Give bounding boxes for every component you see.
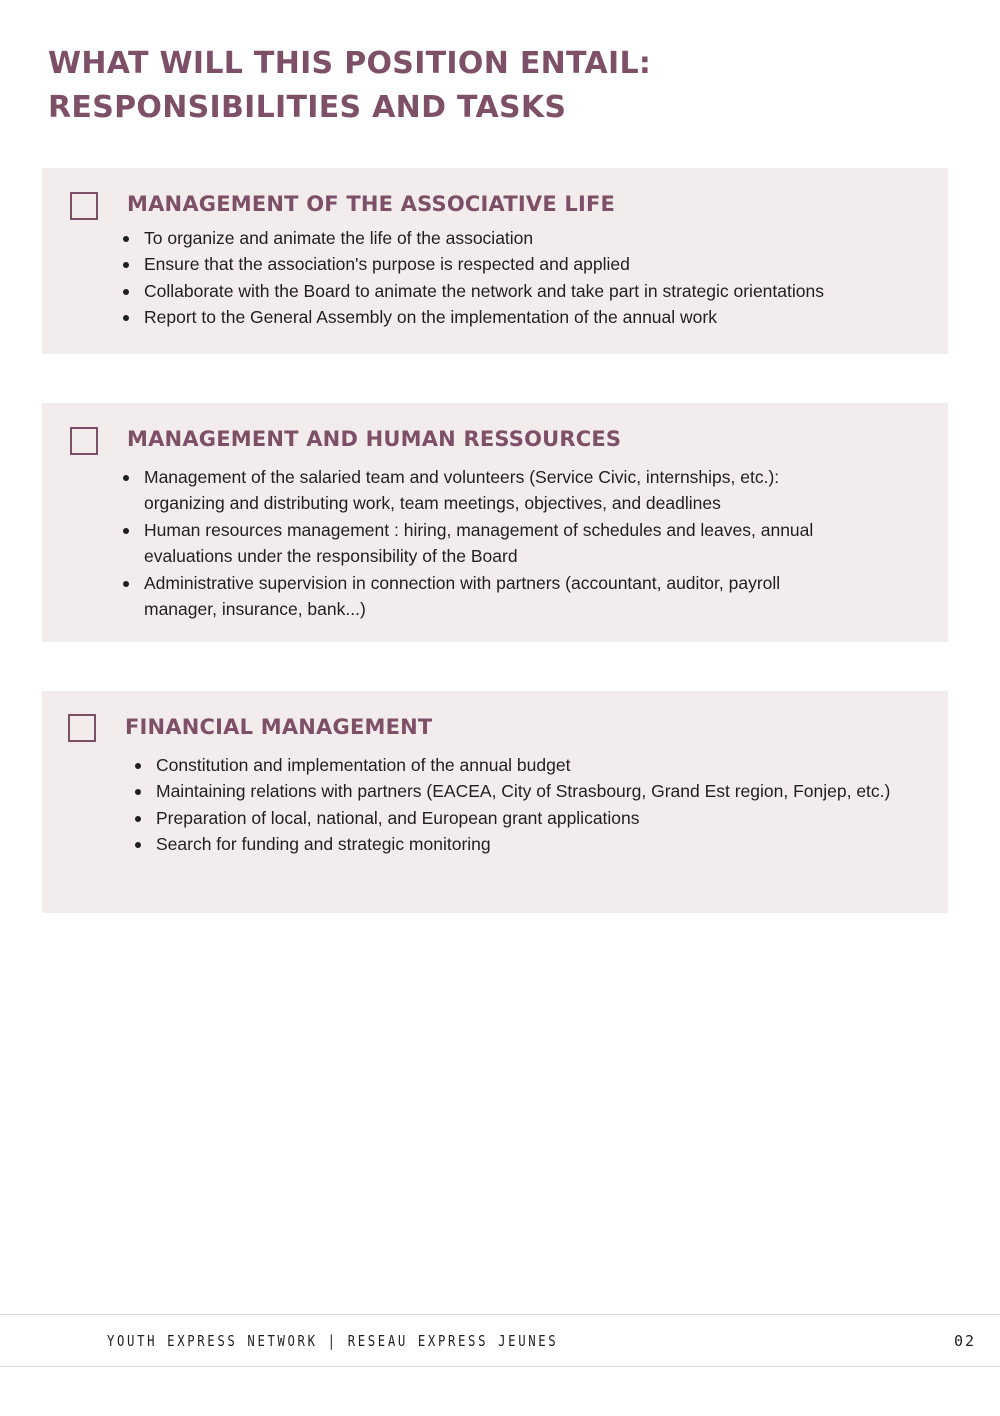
footer-organization: YOUTH EXPRESS NETWORK | RESEAU EXPRESS JEUNES [107,1332,559,1350]
bullet-icon [123,528,129,534]
page-title: WHAT WILL THIS POSITION ENTAIL: RESPONSIBILITIES AND TASKS [48,46,652,125]
bullet-icon [135,842,141,848]
list-item: Management of the salaried team and volunteers (Service Civic, internships, etc.): organizing and distributing work, team meetings, objectives, and deadlines [122,464,842,517]
section-title: MANAGEMENT OF THE ASSOCIATIVE LIFE [127,192,616,216]
bullet-icon [123,262,129,268]
checkbox-icon[interactable] [70,192,98,220]
bullet-icon [135,816,141,822]
list-item: Report to the General Assembly on the implementation of the annual work [122,304,922,330]
bullet-icon [123,236,129,242]
bullet-icon [135,789,141,795]
bullet-list [134,752,934,858]
footer-divider [0,1314,1000,1315]
list-item: Preparation of local, national, and European grant applications [134,805,934,831]
footer-divider [0,1366,1000,1367]
bullet-list [122,464,842,622]
section-financial-management [42,691,948,913]
list-item: Ensure that the association's purpose is respected and applied [122,251,922,277]
section-title: MANAGEMENT AND HUMAN RESSOURCES [127,427,622,451]
list-item: Human resources management : hiring, management of schedules and leaves, annual evaluations under the responsibility of the Board [122,517,842,570]
list-item: Administrative supervision in connection with partners (accountant, auditor, payroll manager, insurance, bank...) [122,570,842,623]
list-item: Maintaining relations with partners (EACEA, City of Strasbourg, Grand Est region, Fonjep, etc.) [134,778,934,804]
checkbox-icon[interactable] [70,427,98,455]
bullet-icon [123,581,129,587]
bullet-list [122,225,922,331]
checkbox-icon[interactable] [68,714,96,742]
bullet-icon [123,315,129,321]
bullet-icon [135,763,141,769]
list-item: Constitution and implementation of the annual budget [134,752,934,778]
list-item: Search for funding and strategic monitoring [134,831,934,857]
section-title: FINANCIAL MANAGEMENT [125,715,433,739]
section-human-resources [42,403,948,642]
bullet-icon [123,289,129,295]
list-item: To organize and animate the life of the association [122,225,922,251]
list-item: Collaborate with the Board to animate the network and take part in strategic orientations [122,278,922,304]
section-associative-life [42,168,948,354]
bullet-icon [123,475,129,481]
page-number: 02 [953,1332,976,1350]
